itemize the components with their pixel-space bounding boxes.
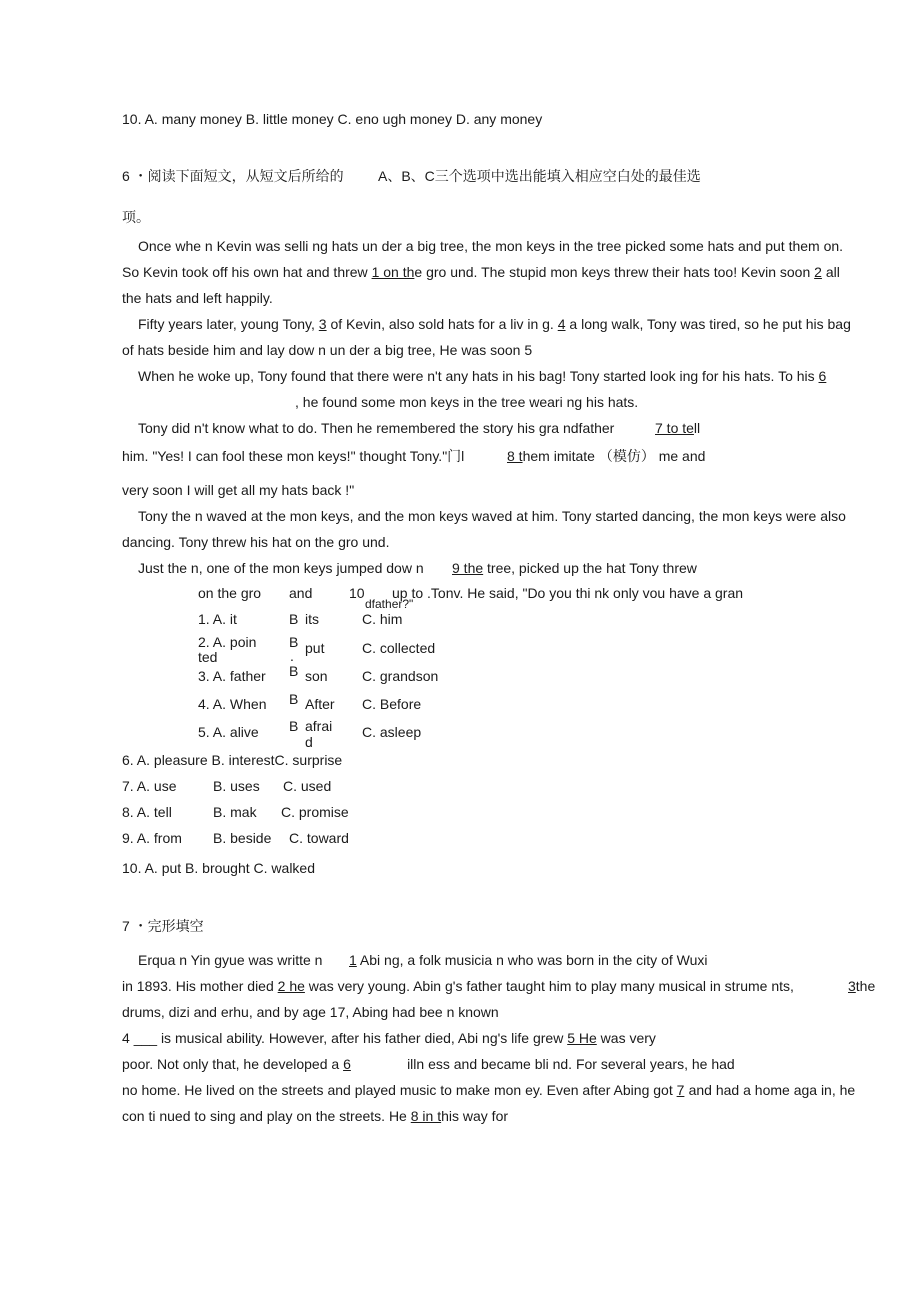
- option-7a: 7. A. use: [122, 778, 177, 794]
- option-2a-cont: ted: [198, 649, 218, 665]
- passage6-line: Just the n, one of the mon keys jumped dow n: [138, 560, 424, 576]
- option-1b-letter: B: [289, 611, 299, 627]
- option-3a: 3. A. father: [198, 668, 266, 684]
- option-8c: C. promise: [281, 804, 349, 820]
- option-9a: 9. A. from: [122, 830, 182, 846]
- passage6-line: him. "Yes! I can fool these mon keys!" thought Tony."门l: [122, 448, 465, 464]
- option-4b: After: [305, 696, 335, 712]
- blank-7-7: 7: [676, 1082, 685, 1098]
- blank-1: 1 on th: [371, 264, 415, 280]
- passage6-line: 7 to tell: [655, 420, 701, 436]
- passage6-line: , he found some mon keys in the tree weari ng his hats.: [295, 394, 639, 410]
- passage7-line: 1 Abi ng, a folk musicia n who was born in the city of Wuxi: [349, 952, 708, 968]
- passage6-line: Once whe n Kevin was selli ng hats un der a big tree, the mon keys in the tree picked some hats and put them on.: [138, 238, 844, 254]
- passage6-line: Tony the n waved at the mon keys, and the mon keys waved at him. Tony started dancing, the mon keys were also: [138, 508, 846, 524]
- passage7-line: poor. Not only that, he developed a 6 illn ess and became bli nd. For several years, he had: [122, 1056, 735, 1072]
- passage7-line: Erqua n Yin gyue was writte n: [138, 952, 323, 968]
- passage7-line: drums, dizi and erhu, and by age 17, Abing had bee n known: [122, 1004, 499, 1020]
- passage7-line: con ti nued to sing and play on the streets. He 8 in this way for: [122, 1108, 509, 1124]
- option-8b: B. mak: [213, 804, 257, 820]
- option-5b: afrai: [305, 718, 333, 734]
- blank-7-6: 6: [343, 1056, 351, 1072]
- option-7c: C. used: [283, 778, 332, 794]
- option-3b-letter: B: [289, 663, 299, 679]
- option-1c: C. him: [362, 611, 403, 627]
- passage6-line: Tony did n't know what to do. Then he remembered the story his gra ndfather: [138, 420, 615, 436]
- option-5a: 5. A. alive: [198, 724, 259, 740]
- option-4c: C. Before: [362, 696, 422, 712]
- passage6-line: So Kevin took off his own hat and threw 1 on the gro und. The stupid mon keys threw their hats too! Kevin soon 2 all: [122, 264, 840, 280]
- blank-7-4-num: 4: [122, 1030, 130, 1046]
- passage6-line: 9 the tree, picked up the hat Tony threw: [452, 560, 697, 576]
- option-2b-letter: B: [289, 634, 299, 650]
- option-9b: B. beside: [213, 830, 272, 846]
- option-1b: its: [305, 611, 319, 627]
- blank-7-8: 8 in t: [410, 1108, 442, 1124]
- passage6-line: 8 them imitate （模仿） me and: [507, 448, 706, 464]
- option-line-6: 6. A. pleasure B. interestC. surprise: [122, 752, 343, 768]
- passage6-line: up to .Tonv. He said, "Do you thi nk only vou have a gran: [392, 585, 744, 601]
- option-5b-cont: d: [305, 734, 313, 750]
- section6-heading-part2: A、B、C三个选项中选出能填入相应空白处的最佳选: [378, 168, 701, 184]
- passage7-line: in 1893. His mother died 2 he was very young. Abin g's father taught him to play many musical in strume nts,: [122, 978, 794, 994]
- option-3b: son: [305, 668, 328, 684]
- option-2a: 2. A. poin: [198, 634, 257, 650]
- q10-options-line: 10. A. many money B. little money C. eno ugh money D. any money: [122, 111, 543, 127]
- section6-heading-part1: 6 ・阅读下面短文，从短文后所给的: [122, 168, 344, 184]
- option-5c: C. asleep: [362, 724, 422, 740]
- blank-6: 6: [818, 368, 827, 384]
- option-2b-dot: .: [290, 648, 294, 664]
- blank-2: 2: [814, 264, 822, 280]
- option-2b: put: [305, 640, 325, 656]
- blank-7-4: ___: [133, 1030, 158, 1046]
- option-3c: C. grandson: [362, 668, 439, 684]
- section6-heading-part3: 项。: [122, 209, 150, 225]
- option-8a: 8. A. tell: [122, 804, 172, 820]
- passage7-line: no home. He lived on the streets and played music to make mon ey. Even after Abing got 7 and had a home aga in, he: [122, 1082, 856, 1098]
- blank-7-2: 2 he: [277, 978, 305, 994]
- passage7-line: 4 ___ is musical ability. However, after his father died, Abi ng's life grew 5 He was very: [122, 1030, 656, 1046]
- passage6-line: When he woke up, Tony found that there were n't any hats in his bag! Tony started look ing for his hats. To his 6: [138, 368, 827, 384]
- option-5b-letter: B: [289, 718, 299, 734]
- section7-heading: 7 ・完形填空: [122, 918, 204, 934]
- passage6-line-cutoff: dfather?": [365, 597, 414, 611]
- option-9c: C. toward: [289, 830, 349, 846]
- passage6-line: the hats and left happily.: [122, 290, 273, 306]
- option-line-10: 10. A. put B. brought C. walked: [122, 860, 316, 876]
- blank-7-5: 5 He: [567, 1030, 597, 1046]
- passage6-line: Fifty years later, young Tony, 3 of Kevin, also sold hats for a liv in g. 4 a long walk, Tony was tired, so he put his bag: [138, 316, 851, 332]
- blank-7: 7 to te: [655, 420, 694, 436]
- passage6-line: dancing. Tony threw his hat on the gro und.: [122, 534, 390, 550]
- passage6-line: on the gro: [198, 585, 262, 601]
- passage6-line: and: [289, 585, 313, 601]
- option-4b-letter: B: [289, 691, 299, 707]
- blank-10: 10: [349, 585, 365, 601]
- blank-8: 8 t: [507, 448, 523, 464]
- blank-7-3: 3: [848, 978, 856, 994]
- blank-3: 3: [318, 316, 327, 332]
- passage6-line: very soon I will get all my hats back !": [122, 482, 355, 498]
- passage7-line: 3the: [848, 978, 876, 994]
- option-2c: C. collected: [362, 640, 436, 656]
- blank-7-1: 1: [349, 952, 357, 968]
- option-4a: 4. A. When: [198, 696, 267, 712]
- blank-9: 9 the: [452, 560, 484, 576]
- blank-4: 4: [557, 316, 566, 332]
- passage6-line: of hats beside him and lay dow n un der a big tree, He was soon 5: [122, 342, 533, 358]
- option-7b: B. uses: [213, 778, 260, 794]
- option-1a: 1. A. it: [198, 611, 237, 627]
